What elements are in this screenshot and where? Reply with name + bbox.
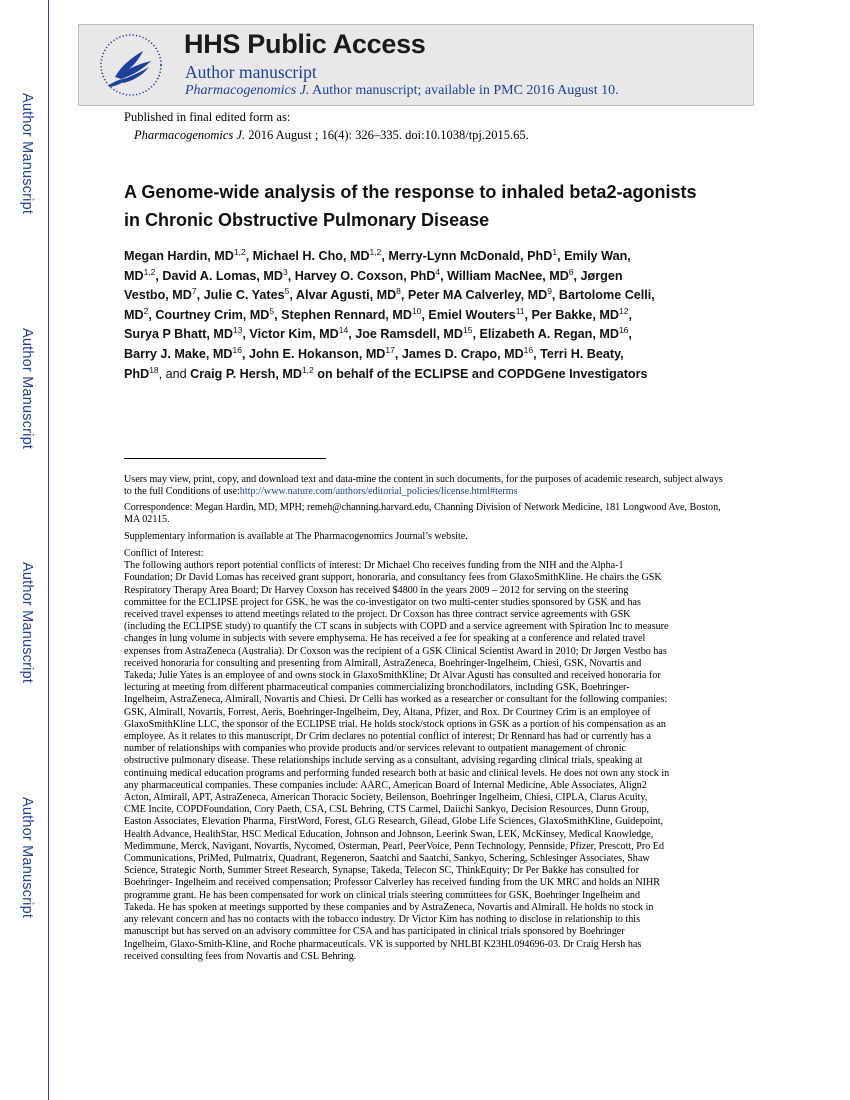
coi-line: programme grant. He has been compensated for work on clinical trials steering committees for GSK, Boehringer Ingelheim and xyxy=(124,889,641,901)
author-name: Vestbo, MD xyxy=(124,288,192,303)
affiliation-marker: 2 xyxy=(143,305,149,316)
journal-name: Pharmacogenomics J. xyxy=(185,83,310,98)
usage-footnote xyxy=(124,474,728,498)
hhs-header xyxy=(78,24,754,106)
coi-line: Foundation; Dr David Lomas has received grant support, honoraria, and consultancy fees from GlaxoSmithKline. He chairs the GSK xyxy=(124,572,662,584)
coi-line: Medimmune, Merck, Navigant, Novartis, Nycomed, Osterman, Pearl, PeerVoice, Penn Technology, Pennside, Pfizer, Prescott, Pro Ed xyxy=(124,840,665,852)
affiliation-marker: 12 xyxy=(619,305,629,316)
paper-title: A Genome-wide analysis of the response to inhaled beta2-agonists in Chronic Obstructive Pulmonary Disease xyxy=(124,182,697,230)
author-line xyxy=(124,345,734,365)
affiliation-marker: 15 xyxy=(463,325,473,336)
coi-line: Takeda. He has spoken at meetings supported by these companies and by AstraZeneca, Novartis and Almirall. He holds no stock in xyxy=(124,901,654,913)
author-name: Surya P Bhatt, MD xyxy=(124,327,233,342)
author-name: MD xyxy=(124,307,144,322)
coi-heading: Conflict of Interest: xyxy=(124,548,204,559)
author-name: , and xyxy=(158,366,191,381)
author-name: , Julie C. Yates xyxy=(196,288,285,303)
affiliation-marker: 9 xyxy=(547,286,552,297)
author-line xyxy=(124,325,734,345)
affiliation-marker: 5 xyxy=(269,305,275,316)
author-line xyxy=(124,365,734,385)
hhs-eagle-logo xyxy=(85,31,177,99)
affiliation-marker: 1,2 xyxy=(301,364,314,375)
author-name: , Harvey O. Coxson, PhD xyxy=(287,268,436,283)
coi-line: expenses from AstraZeneca (Australia). Dr Coxson was the recipient of a GSK Clinical Scientist Award in 2010; Dr Jørgen Vestbo has xyxy=(124,645,667,657)
author-name: , Bartolome Celli, xyxy=(551,288,655,303)
affiliation-marker: 1 xyxy=(552,247,558,257)
correspondence-footnote: Correspondence: Megan Hardin, MD, MPH; remeh@channing.harvard.edu, Channing Division of Network Medicine, 181 Longwood Ave, Boston, MA 02115. xyxy=(124,502,721,526)
coi-line: number of relationships with companies who provide products and/or services relevant to outpatient management of chronic xyxy=(124,743,627,755)
author-name: , Elizabeth A. Regan, MD xyxy=(472,327,619,342)
affiliation-marker: 17 xyxy=(385,344,395,355)
affiliation-marker: 6 xyxy=(568,266,574,277)
license-link[interactable]: http://www.nature.com/authors/editorial_policies/license.html#terms xyxy=(239,486,518,498)
published-label: Published in final edited form as: xyxy=(124,110,291,124)
affiliation-marker: 13 xyxy=(232,325,243,336)
author-name: , Emily Wan, xyxy=(557,249,631,263)
author-name: , Stephen Rennard, MD xyxy=(274,307,412,322)
author-name: , Jørgen xyxy=(573,268,623,283)
author-name: , Alvar Agusti, MD xyxy=(289,288,397,303)
coi-line: manuscript but has served on an advisory committee for CSA and has participated in clinical trials sponsored by Boehringer xyxy=(124,926,625,938)
author-name: , Emiel Wouters xyxy=(421,307,516,322)
coi-line: received travel expenses to attend meetings related to the project. Dr Coxson has three contract service agreements with GSK xyxy=(124,609,631,621)
author-line xyxy=(124,247,734,267)
coi-line: Acton, Almirall, APT, AstraZeneca, American Thoracic Society, Beilenson, Boehringer Ingelheim, Chiesi, CIPLA, Clarus Acuity, xyxy=(124,792,648,804)
author-name: PhD xyxy=(124,366,150,381)
coi-line: any relevant concern and has no contacts with the tobacco industry. Dr Victor Kim has nothing to disclose in relationship to this xyxy=(124,914,641,926)
author-name: Barry J. Make, MD xyxy=(124,346,233,361)
author-name: , Courtney Crim, MD xyxy=(148,307,270,322)
coi-line: Easton Associates, Elevation Pharma, FirstWord, Forest, GLG Research, Gilead, Globe Life Sciences, GlaxoSmithKline, Guidepoint, xyxy=(124,816,664,828)
availability-text: Author manuscript; available in PMC 2016 August 10. xyxy=(312,83,619,98)
citation-journal: Pharmacogenomics J. xyxy=(134,128,246,142)
author-name: , William MacNee, MD xyxy=(440,268,569,283)
coi-line: obstructive pulmonary disease. These relationships include serving as a consultant, advising regarding clinical trials, speaking at xyxy=(124,755,643,767)
coi-line: Science, Strategic North, Summer Street Research, Synapse, Takeda, Telecon SC, ThinkEquity; Dr Per Bakke has consulted for xyxy=(124,865,639,877)
author-name: , David A. Lomas, MD xyxy=(155,268,284,283)
availability-line xyxy=(185,83,619,99)
author-manuscript-label: Author manuscript xyxy=(185,62,317,82)
coi-line: received consulting fees from Novartis and CSL Behring. xyxy=(124,950,357,962)
author-name: , Michael H. Cho, MD xyxy=(245,249,370,263)
citation-details: 2016 August ; 16(4): 326–335. doi:10.1038/tpj.2015.65. xyxy=(248,128,529,142)
author-name: , Terri H. Beaty, xyxy=(533,346,624,361)
author-line xyxy=(124,286,734,306)
coi-line: changes in lung volume in subjects with severe emphysema. He has received a fee for speaking at a conference and related travel xyxy=(124,633,646,645)
affiliation-marker: 8 xyxy=(396,286,401,297)
affiliation-marker: 1,2 xyxy=(233,247,246,257)
affiliation-marker: 14 xyxy=(338,325,349,336)
coi-line: Takeda; Julie Yates is an employee of and owns stock in GlaxoSmithKline; Dr Alvar Agusti has consulted and received honoraria for xyxy=(124,670,661,682)
coi-line: Ingelheim, Glaxo-Smith-Kline, and Roche pharmaceuticals. VK is supported by NHLBI K23HL094696-03. Dr Craig Hersh has xyxy=(124,938,642,950)
margin-rule xyxy=(48,0,49,1100)
supplementary-footnote: Supplementary information is available at The Pharmacogenomics Journal’s website. xyxy=(124,531,468,542)
usage-text: Users may view, print, copy, and download text and data-mine the content in such documents, for the purposes of academic research, subject always to the full Conditions of use: xyxy=(124,474,723,498)
coi-line: Respiratory Therapy Area Board; Dr Harvey Coxson has received $4800 in the years 2009 – 2012 for serving on the steering xyxy=(124,584,629,596)
coi-line: (including the ECLIPSE study) to quantify the CT scans in subjects with COPD and a service agreement with Spiration Inc to measure xyxy=(124,621,669,633)
coi-line: The following authors report potential conflicts of interest: Dr Michael Cho receives funding from the NIH and the Alpha-1 xyxy=(124,560,624,572)
affiliation-marker: 5 xyxy=(284,286,290,297)
coi-line: lecturing at meeting from different pharmaceutical companies commercializing bronchodilators, including GSK, Boehringer- xyxy=(124,682,630,694)
author-list xyxy=(124,247,734,384)
coi-line: any pharmaceutical companies. These companies include: AARC, American Board of Internal Medicine, Able Associates, Align2 xyxy=(124,779,647,791)
affiliation-marker: 1,2 xyxy=(369,247,382,257)
author-name: , Merry-Lynn McDonald, PhD xyxy=(381,249,553,263)
coi-line: employee. As it relates to this manuscript, Dr Crim declares no potential conflict of interest; Dr Rennard has had or currently has a xyxy=(124,731,651,743)
footnote-divider xyxy=(124,458,326,459)
affiliation-marker: 11 xyxy=(515,305,525,316)
coi-line: Communications, PriMed, Pulmatrix, Quadrant, Regeneron, Saatchi and Saatchi, Sankyo, Schering, Schlesinger Associates, Shaw xyxy=(124,853,650,865)
affiliation-marker: 3 xyxy=(283,266,288,277)
affiliation-marker: 1,2 xyxy=(143,266,156,277)
coi-line: committee for the ECLIPSE project for GSK, he was the co-investigator on two multi-center studies sponsored by GSK and has xyxy=(124,596,641,608)
author-name: , James D. Crapo, MD xyxy=(394,346,524,361)
coi-line: received honoraria for consulting and presenting from Almirall, AstraZeneca, Boehringer-Ingelheim, Chiesi, GSK, Novartis and xyxy=(124,657,642,669)
coi-line: GlaxoSmithKline LLC, the sponsor of the ECLIPSE trial. He holds stock/stock options in GSK as a portion of his compensation as an xyxy=(124,718,666,730)
hhs-title: HHS Public Access xyxy=(184,29,426,59)
citation xyxy=(134,128,529,143)
affiliation-marker: 10 xyxy=(411,305,422,316)
author-name: , Peter MA Calverley, MD xyxy=(400,288,548,303)
affiliation-marker: 16 xyxy=(232,344,242,355)
author-name: Craig P. Hersh, MD xyxy=(190,366,302,381)
author-name: , Per Bakke, MD xyxy=(524,307,620,322)
affiliation-marker: 4 xyxy=(435,266,441,277)
author-name: , Joe Ramsdell, MD xyxy=(348,327,463,342)
author-line xyxy=(124,267,734,287)
author-name: MD xyxy=(124,268,144,283)
conflict-of-interest xyxy=(124,548,728,963)
author-line xyxy=(124,306,734,326)
affiliation-marker: 16 xyxy=(618,325,629,336)
author-name: Megan Hardin, MD xyxy=(124,249,234,263)
coi-line: continuing medical education programs and performing funded research both at basic and clinical levels. He does not own any stock in xyxy=(124,767,670,779)
coi-line: GSK, Almirall, Novartis, Forrest, Aeris, Boehringer-Ingelheim, Dey, Altana, Pfizer, and Rox. Dr Courtney Crim is an employee of xyxy=(124,706,651,718)
author-name: , xyxy=(628,327,632,342)
coi-line: Health Advance, HealthStar, HSC Medical Education, Johnson and Johnson, Leerink Swan, LEK, McKinsey, Medical Knowledge, xyxy=(124,828,654,840)
author-name: on behalf of the ECLIPSE and COPDGene Investigators xyxy=(313,366,648,381)
author-name: , xyxy=(628,307,632,322)
affiliation-marker: 7 xyxy=(191,286,197,297)
coi-line: CME Incite, COPDFoundation, Cory Paeth, CSA, CSL Behring, CTS Carmel, Daiichi Sankyo, Decision Resources, Dunn Group, xyxy=(124,804,650,816)
affiliation-marker: 16 xyxy=(523,344,534,355)
coi-line: Boehringer- Ingelheim and received compensation; Professor Calverley has received funding from the UK MRC and holds an NIHR xyxy=(124,877,661,889)
author-name: , John E. Hokanson, MD xyxy=(241,346,386,361)
affiliation-marker: 18 xyxy=(149,364,159,375)
coi-line: Ingelheim, AstraZeneca, Almirall, Novartis and Chiesi. Dr Celli has worked as a researcher or consultant for the following companies: xyxy=(124,694,668,706)
author-name: , Victor Kim, MD xyxy=(242,327,339,342)
